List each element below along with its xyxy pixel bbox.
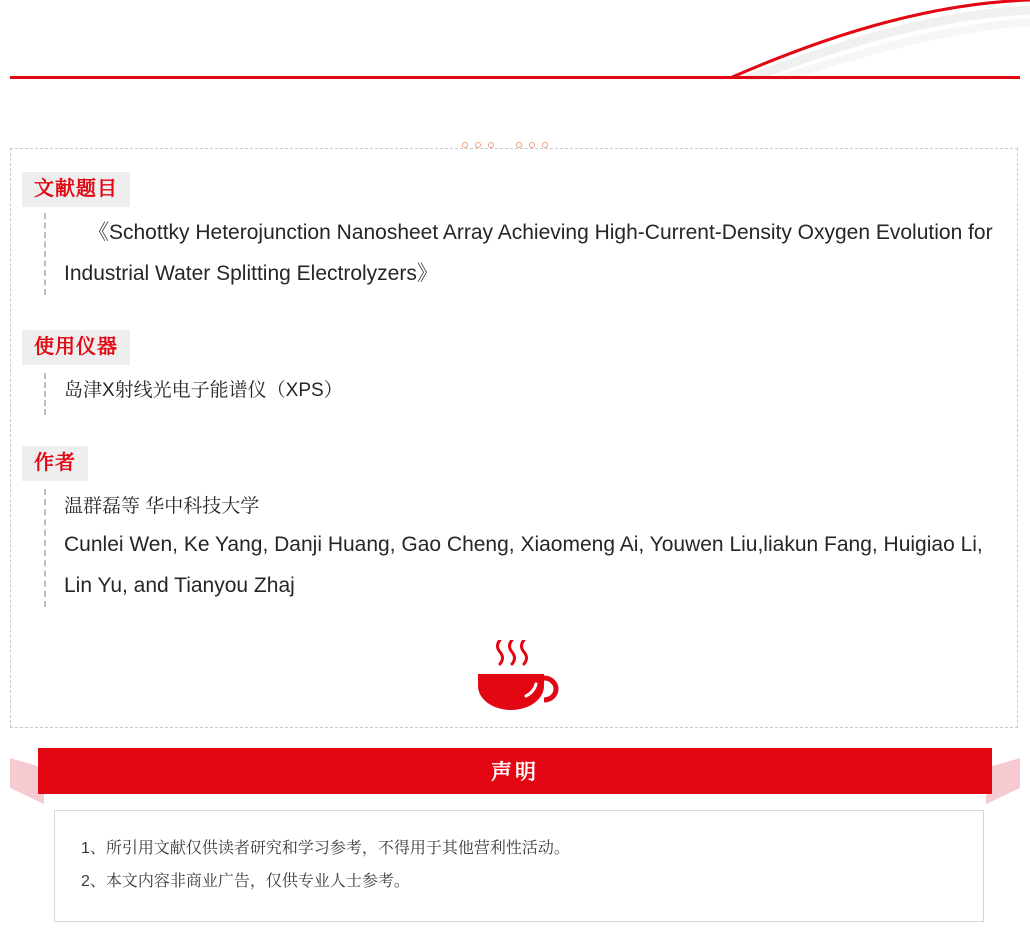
section-instrument bbox=[22, 330, 1002, 415]
header-divider bbox=[10, 76, 1020, 79]
authors-list-en: Cunlei Wen, Ke Yang, Danji Huang, Gao Cheng, Xiaomeng Ai, Youwen Liu,liakun Fang, Huigiao Li, Lin Yu, and Tianyou Zhaj bbox=[64, 533, 983, 598]
section-authors bbox=[22, 446, 1002, 607]
section-label-instrument: 使用仪器 bbox=[22, 330, 130, 365]
instrument-text: 岛津X射线光电子能谱仪（XPS） bbox=[64, 380, 343, 401]
section-label-paper-title: 文献题目 bbox=[22, 172, 130, 207]
statement-banner-title: 声明 bbox=[491, 761, 539, 784]
statement-banner bbox=[10, 748, 1020, 804]
section-body-instrument bbox=[44, 373, 1002, 415]
statement-banner-bar bbox=[38, 748, 992, 794]
section-body-authors bbox=[44, 489, 1002, 607]
statement-box bbox=[54, 810, 984, 922]
coffee-cup-icon bbox=[466, 640, 566, 712]
paper-title-text: 《Schottky Heterojunction Nanosheet Array Achieving High-Current-Density Oxygen Evolution for Industrial Water Splitting Electrolyzers》 bbox=[64, 221, 993, 285]
section-paper-title bbox=[22, 172, 1002, 295]
statement-line: 1、所引用文献仅供读者研究和学习参考，不得用于其他营利性活动。 bbox=[81, 840, 570, 857]
page-header-decoration bbox=[0, 0, 1030, 90]
authors-affiliation-cn: 温群磊等 华中科技大学 bbox=[64, 496, 260, 517]
swoosh-icon bbox=[690, 0, 1030, 80]
statement-line: 2、本文内容非商业广告，仅供专业人士参考。 bbox=[81, 872, 410, 890]
section-label-authors: 作者 bbox=[22, 446, 88, 481]
section-body-paper-title bbox=[44, 213, 1002, 295]
